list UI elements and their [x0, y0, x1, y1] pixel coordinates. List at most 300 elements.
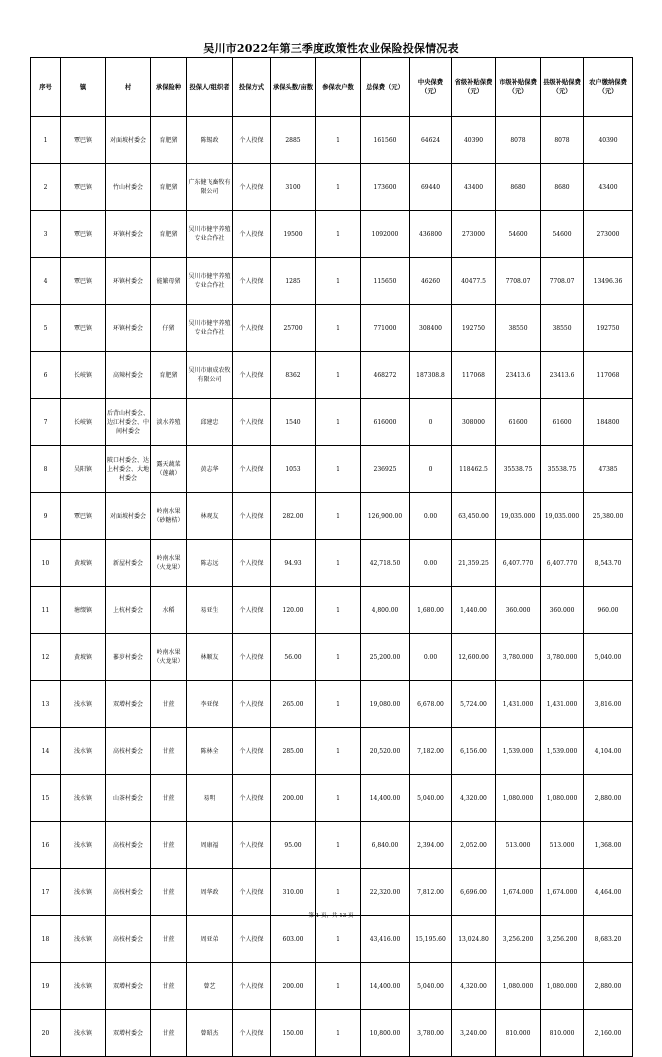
column-header: 参保农户数 — [316, 58, 361, 117]
table-cell: 8 — [31, 446, 61, 493]
table-row — [31, 305, 633, 352]
table-cell: 9 — [31, 493, 61, 540]
table-cell: 1 — [316, 963, 361, 1010]
table-cell: 个人投保 — [233, 869, 271, 916]
table-cell: 3,816.00 — [584, 681, 633, 728]
table-cell: 13 — [31, 681, 61, 728]
table-row — [31, 211, 633, 258]
table-cell: 1 — [316, 869, 361, 916]
table-cell: 塘缀镇 — [61, 587, 106, 634]
table-cell: 新屋村委会 — [106, 540, 151, 587]
table-row — [31, 822, 633, 869]
table-row — [31, 963, 633, 1010]
table-cell: 个人投保 — [233, 258, 271, 305]
table-cell: 20 — [31, 1010, 61, 1057]
table-cell: 3,780.00 — [410, 1010, 452, 1057]
table-cell: 个人投保 — [233, 493, 271, 540]
table-cell: 高枝村委会 — [106, 916, 151, 963]
table-cell: 1,080.000 — [496, 963, 541, 1010]
table-cell: 173600 — [361, 164, 410, 211]
table-cell: 育肥猪 — [151, 117, 187, 164]
table-cell: 个人投保 — [233, 587, 271, 634]
table-cell: 环镇村委会 — [106, 305, 151, 352]
table-cell: 6,840.00 — [361, 822, 410, 869]
table-cell: 1,674.000 — [496, 869, 541, 916]
table-cell: 1,080.000 — [496, 775, 541, 822]
table-cell: 8680 — [496, 164, 541, 211]
table-cell: 616000 — [361, 399, 410, 446]
table-cell: 7,812.00 — [410, 869, 452, 916]
table-cell: 19500 — [271, 211, 316, 258]
table-row — [31, 681, 633, 728]
table-cell: 高枝村委会 — [106, 822, 151, 869]
table-cell: 双增村委会 — [106, 1010, 151, 1057]
table-cell: 黄坡镇 — [61, 540, 106, 587]
table-cell: 0.00 — [410, 540, 452, 587]
table-cell: 2,052.00 — [452, 822, 496, 869]
table-cell: 43400 — [452, 164, 496, 211]
table-cell: 2,160.00 — [584, 1010, 633, 1057]
table-cell: 13,024.80 — [452, 916, 496, 963]
table-cell: 陂口村委会、达上村委会、大地村委会 — [106, 446, 151, 493]
table-cell: 468272 — [361, 352, 410, 399]
table-cell: 1,440.00 — [452, 587, 496, 634]
table-cell: 46260 — [410, 258, 452, 305]
table-cell: 周康福 — [187, 822, 233, 869]
table-cell: 1,080.000 — [541, 963, 584, 1010]
table-cell: 603.00 — [271, 916, 316, 963]
table-cell: 4,464.00 — [584, 869, 633, 916]
table-cell: 69440 — [410, 164, 452, 211]
table-cell: 5,040.00 — [584, 634, 633, 681]
table-cell: 6,407.770 — [496, 540, 541, 587]
table-cell: 47385 — [584, 446, 633, 493]
table-cell: 13496.36 — [584, 258, 633, 305]
table-cell: 1,674.000 — [541, 869, 584, 916]
table-cell: 淡水养殖 — [151, 399, 187, 446]
table-cell: 1 — [316, 446, 361, 493]
table-cell: 15 — [31, 775, 61, 822]
table-cell: 14,400.00 — [361, 775, 410, 822]
table-cell: 甘蔗 — [151, 869, 187, 916]
column-header: 省级补贴保费（元） — [452, 58, 496, 117]
table-cell: 甘蔗 — [151, 681, 187, 728]
table-cell: 双增村委会 — [106, 681, 151, 728]
table-cell: 吴阳镇 — [61, 446, 106, 493]
table-cell: 1 — [31, 117, 61, 164]
table-cell: 广东健飞畜牧有限公司 — [187, 164, 233, 211]
table-cell: 117068 — [584, 352, 633, 399]
table-cell: 1 — [316, 540, 361, 587]
table-cell: 浅水镇 — [61, 681, 106, 728]
table-cell: 浅水镇 — [61, 1010, 106, 1057]
table-cell: 个人投保 — [233, 305, 271, 352]
table-cell: 19,035.000 — [496, 493, 541, 540]
table-cell: 后背山村委会、边江村委会、中间村委会 — [106, 399, 151, 446]
table-row — [31, 352, 633, 399]
table-cell: 曾艺 — [187, 963, 233, 1010]
table-cell: 23413.6 — [496, 352, 541, 399]
table-cell: 1,431.000 — [541, 681, 584, 728]
table-cell: 对面坡村委会 — [106, 117, 151, 164]
table-cell: 个人投保 — [233, 399, 271, 446]
table-cell: 14 — [31, 728, 61, 775]
table-cell: 3100 — [271, 164, 316, 211]
table-cell: 4,320.00 — [452, 775, 496, 822]
table-cell: 200.00 — [271, 963, 316, 1010]
table-cell: 38550 — [496, 305, 541, 352]
table-cell: 吴川市健宇养殖专业合作社 — [187, 258, 233, 305]
column-header: 总保费（元） — [361, 58, 410, 117]
table-cell: 236925 — [361, 446, 410, 493]
table-cell: 6 — [31, 352, 61, 399]
table-cell: 10 — [31, 540, 61, 587]
table-cell: 1,368.00 — [584, 822, 633, 869]
table-cell: 95.00 — [271, 822, 316, 869]
table-row — [31, 540, 633, 587]
table-cell: 308400 — [410, 305, 452, 352]
table-cell: 1540 — [271, 399, 316, 446]
table-cell: 1285 — [271, 258, 316, 305]
table-cell: 个人投保 — [233, 352, 271, 399]
column-header: 农户缴纳保费（元） — [584, 58, 633, 117]
table-cell: 覃巴镇 — [61, 493, 106, 540]
table-cell: 育肥猪 — [151, 164, 187, 211]
table-cell: 150.00 — [271, 1010, 316, 1057]
table-cell: 个人投保 — [233, 775, 271, 822]
table-cell: 陈林全 — [187, 728, 233, 775]
table-cell: 露天蔬菜（莲藕） — [151, 446, 187, 493]
table-cell: 陈锡政 — [187, 117, 233, 164]
table-cell: 40390 — [584, 117, 633, 164]
table-row — [31, 399, 633, 446]
table-cell: 覃巴镇 — [61, 164, 106, 211]
table-cell: 3,780.000 — [541, 634, 584, 681]
table-cell: 5,040.00 — [410, 963, 452, 1010]
table-cell: 5,040.00 — [410, 775, 452, 822]
table-cell: 2,394.00 — [410, 822, 452, 869]
table-cell: 浅水镇 — [61, 869, 106, 916]
table-cell: 35538.75 — [541, 446, 584, 493]
table-cell: 8362 — [271, 352, 316, 399]
table-cell: 环镇村委会 — [106, 211, 151, 258]
table-cell: 1 — [316, 352, 361, 399]
table-cell: 43400 — [584, 164, 633, 211]
table-cell: 个人投保 — [233, 117, 271, 164]
table-cell: 甘蔗 — [151, 728, 187, 775]
table-cell: 6,156.00 — [452, 728, 496, 775]
table-cell: 120.00 — [271, 587, 316, 634]
column-header: 市级补贴保费（元） — [496, 58, 541, 117]
column-header: 承保头数/亩数 — [271, 58, 316, 117]
table-row — [31, 117, 633, 164]
table-cell: 54600 — [541, 211, 584, 258]
table-cell: 115650 — [361, 258, 410, 305]
table-cell: 个人投保 — [233, 728, 271, 775]
table-cell: 1 — [316, 587, 361, 634]
column-header: 县级补贴保费（元） — [541, 58, 584, 117]
table-cell: 16 — [31, 822, 61, 869]
table-cell: 岭南水果（火龙果） — [151, 540, 187, 587]
table-cell: 长岐镇 — [61, 399, 106, 446]
table-cell: 甘蔗 — [151, 775, 187, 822]
table-cell: 187308.8 — [410, 352, 452, 399]
table-row — [31, 587, 633, 634]
table-cell: 265.00 — [271, 681, 316, 728]
table-cell: 林观友 — [187, 493, 233, 540]
table-cell: 1053 — [271, 446, 316, 493]
table-cell: 0 — [410, 446, 452, 493]
table-cell: 个人投保 — [233, 211, 271, 258]
column-header: 承保险种 — [151, 58, 187, 117]
table-row — [31, 775, 633, 822]
table-cell: 192750 — [452, 305, 496, 352]
table-cell: 38550 — [541, 305, 584, 352]
table-cell: 仔猪 — [151, 305, 187, 352]
table-cell: 2885 — [271, 117, 316, 164]
table-cell: 1 — [316, 117, 361, 164]
table-cell: 个人投保 — [233, 1010, 271, 1057]
table-cell: 1 — [316, 775, 361, 822]
table-row — [31, 916, 633, 963]
table-cell: 184800 — [584, 399, 633, 446]
table-cell: 1 — [316, 728, 361, 775]
table-cell: 7 — [31, 399, 61, 446]
table-cell: 360.000 — [496, 587, 541, 634]
table-cell: 42,718.50 — [361, 540, 410, 587]
table-cell: 覃巴镇 — [61, 305, 106, 352]
table-cell: 4 — [31, 258, 61, 305]
table-cell: 19,080.00 — [361, 681, 410, 728]
table-cell: 岭南水果（火龙果） — [151, 634, 187, 681]
table-cell: 邱建忠 — [187, 399, 233, 446]
table-cell: 黄坡镇 — [61, 634, 106, 681]
table-cell: 8,683.20 — [584, 916, 633, 963]
table-cell: 个人投保 — [233, 822, 271, 869]
insurance-table — [30, 57, 633, 1057]
table-cell: 2,880.00 — [584, 775, 633, 822]
table-cell: 山茶村委会 — [106, 775, 151, 822]
table-cell: 1 — [316, 1010, 361, 1057]
table-cell: 61600 — [496, 399, 541, 446]
table-cell: 8,543.70 — [584, 540, 633, 587]
table-cell: 310.00 — [271, 869, 316, 916]
table-cell: 甘蔗 — [151, 1010, 187, 1057]
table-cell: 环镇村委会 — [106, 258, 151, 305]
table-cell: 40477.5 — [452, 258, 496, 305]
table-cell: 1 — [316, 164, 361, 211]
table-cell: 1 — [316, 305, 361, 352]
table-cell: 个人投保 — [233, 681, 271, 728]
table-cell: 1092000 — [361, 211, 410, 258]
table-cell: 54600 — [496, 211, 541, 258]
table-cell: 64624 — [410, 117, 452, 164]
table-cell: 浅水镇 — [61, 916, 106, 963]
table-cell: 吴川市健宇养殖专业合作社 — [187, 211, 233, 258]
table-cell: 周华政 — [187, 869, 233, 916]
table-cell: 曾昭杰 — [187, 1010, 233, 1057]
header-row — [31, 58, 633, 117]
table-cell: 6,678.00 — [410, 681, 452, 728]
table-cell: 1,539.000 — [496, 728, 541, 775]
table-cell: 12 — [31, 634, 61, 681]
table-cell: 5 — [31, 305, 61, 352]
table-cell: 35538.75 — [496, 446, 541, 493]
table-cell: 个人投保 — [233, 963, 271, 1010]
table-cell: 上杭村委会 — [106, 587, 151, 634]
table-cell: 个人投保 — [233, 540, 271, 587]
table-cell: 17 — [31, 869, 61, 916]
table-cell: 育肥猪 — [151, 211, 187, 258]
column-header: 序号 — [31, 58, 61, 117]
table-cell: 覃巴镇 — [61, 117, 106, 164]
table-cell: 长岐镇 — [61, 352, 106, 399]
table-cell: 李亚保 — [187, 681, 233, 728]
table-cell: 513.000 — [541, 822, 584, 869]
table-cell: 吴川市健宇养殖专业合作社 — [187, 305, 233, 352]
table-cell: 甘蔗 — [151, 822, 187, 869]
table-cell: 水稻 — [151, 587, 187, 634]
table-cell: 能繁母猪 — [151, 258, 187, 305]
table-cell: 6,696.00 — [452, 869, 496, 916]
table-cell: 810.000 — [496, 1010, 541, 1057]
table-cell: 21,359.25 — [452, 540, 496, 587]
table-cell: 1 — [316, 399, 361, 446]
table-cell: 0.00 — [410, 634, 452, 681]
table-cell: 浅水镇 — [61, 775, 106, 822]
table-cell: 25,380.00 — [584, 493, 633, 540]
table-cell: 3,780.000 — [496, 634, 541, 681]
table-cell: 易明 — [187, 775, 233, 822]
table-cell: 对面坡村委会 — [106, 493, 151, 540]
table-cell: 1 — [316, 258, 361, 305]
table-cell: 吴川市康成农牧有限公司 — [187, 352, 233, 399]
table-cell: 19,035.000 — [541, 493, 584, 540]
column-header: 镇 — [61, 58, 106, 117]
table-row — [31, 728, 633, 775]
column-header: 投保人/组织者 — [187, 58, 233, 117]
table-cell: 5,724.00 — [452, 681, 496, 728]
table-cell: 个人投保 — [233, 446, 271, 493]
table-cell: 10,800.00 — [361, 1010, 410, 1057]
table-cell: 960.00 — [584, 587, 633, 634]
table-cell: 513.000 — [496, 822, 541, 869]
table-cell: 陈志远 — [187, 540, 233, 587]
table-cell: 1 — [316, 634, 361, 681]
table-cell: 甘蔗 — [151, 963, 187, 1010]
table-cell: 甘蔗 — [151, 916, 187, 963]
table-cell: 4,800.00 — [361, 587, 410, 634]
table-cell: 273000 — [452, 211, 496, 258]
table-cell: 2,880.00 — [584, 963, 633, 1010]
table-cell: 18 — [31, 916, 61, 963]
column-header: 投保方式 — [233, 58, 271, 117]
table-cell: 个人投保 — [233, 164, 271, 211]
table-cell: 1,680.00 — [410, 587, 452, 634]
table-cell: 高辣村委会 — [106, 352, 151, 399]
table-cell: 810.000 — [541, 1010, 584, 1057]
table-cell: 8078 — [496, 117, 541, 164]
table-cell: 25700 — [271, 305, 316, 352]
table-cell: 8078 — [541, 117, 584, 164]
table-cell: 3,240.00 — [452, 1010, 496, 1057]
table-cell: 3,256.200 — [541, 916, 584, 963]
table-cell: 1,539.000 — [541, 728, 584, 775]
table-cell: 7,182.00 — [410, 728, 452, 775]
table-cell: 56.00 — [271, 634, 316, 681]
table-cell: 1 — [316, 211, 361, 258]
table-header — [31, 58, 633, 117]
table-row — [31, 446, 633, 493]
table-cell: 1 — [316, 916, 361, 963]
table-cell: 浅水镇 — [61, 963, 106, 1010]
table-cell: 黄志华 — [187, 446, 233, 493]
table-cell: 14,400.00 — [361, 963, 410, 1010]
table-cell: 161560 — [361, 117, 410, 164]
table-cell: 25,200.00 — [361, 634, 410, 681]
table-cell: 2 — [31, 164, 61, 211]
table-cell: 126,900.00 — [361, 493, 410, 540]
table-cell: 林顺友 — [187, 634, 233, 681]
table-cell: 94.93 — [271, 540, 316, 587]
table-cell: 282.00 — [271, 493, 316, 540]
table-row — [31, 164, 633, 211]
table-cell: 308000 — [452, 399, 496, 446]
table-cell: 63,450.00 — [452, 493, 496, 540]
table-cell: 23413.6 — [541, 352, 584, 399]
table-cell: 360.000 — [541, 587, 584, 634]
table-row — [31, 869, 633, 916]
document-title: 吴川市2022年第三季度政策性农业保险投保情况表 — [203, 42, 459, 55]
table-cell: 1 — [316, 681, 361, 728]
table-cell: 61600 — [541, 399, 584, 446]
table-cell: 43,416.00 — [361, 916, 410, 963]
table-cell: 285.00 — [271, 728, 316, 775]
table-cell: 7708.07 — [496, 258, 541, 305]
table-cell: 200.00 — [271, 775, 316, 822]
table-cell: 117068 — [452, 352, 496, 399]
table-cell: 高枝村委会 — [106, 728, 151, 775]
table-cell: 岭南水果（砂糖桔） — [151, 493, 187, 540]
table-cell: 4,104.00 — [584, 728, 633, 775]
table-row — [31, 258, 633, 305]
table-cell: 6,407.770 — [541, 540, 584, 587]
table-cell: 易亚生 — [187, 587, 233, 634]
table-cell: 22,320.00 — [361, 869, 410, 916]
table-cell: 19 — [31, 963, 61, 1010]
table-cell: 0.00 — [410, 493, 452, 540]
table-cell: 覃巴镇 — [61, 211, 106, 258]
table-cell: 0 — [410, 399, 452, 446]
table-cell: 育肥猪 — [151, 352, 187, 399]
table-cell: 浅水镇 — [61, 822, 106, 869]
table-row — [31, 493, 633, 540]
table-cell: 浅水镇 — [61, 728, 106, 775]
table-cell: 436800 — [410, 211, 452, 258]
table-cell: 8680 — [541, 164, 584, 211]
table-cell: 双增村委会 — [106, 963, 151, 1010]
table-row — [31, 1010, 633, 1057]
table-cell: 竹山村委会 — [106, 164, 151, 211]
table-row — [31, 634, 633, 681]
table-cell: 11 — [31, 587, 61, 634]
table-cell: 273000 — [584, 211, 633, 258]
table-cell: 1,431.000 — [496, 681, 541, 728]
table-cell: 1 — [316, 822, 361, 869]
column-header: 中央保费（元） — [410, 58, 452, 117]
table-cell: 3 — [31, 211, 61, 258]
table-cell: 118462.5 — [452, 446, 496, 493]
